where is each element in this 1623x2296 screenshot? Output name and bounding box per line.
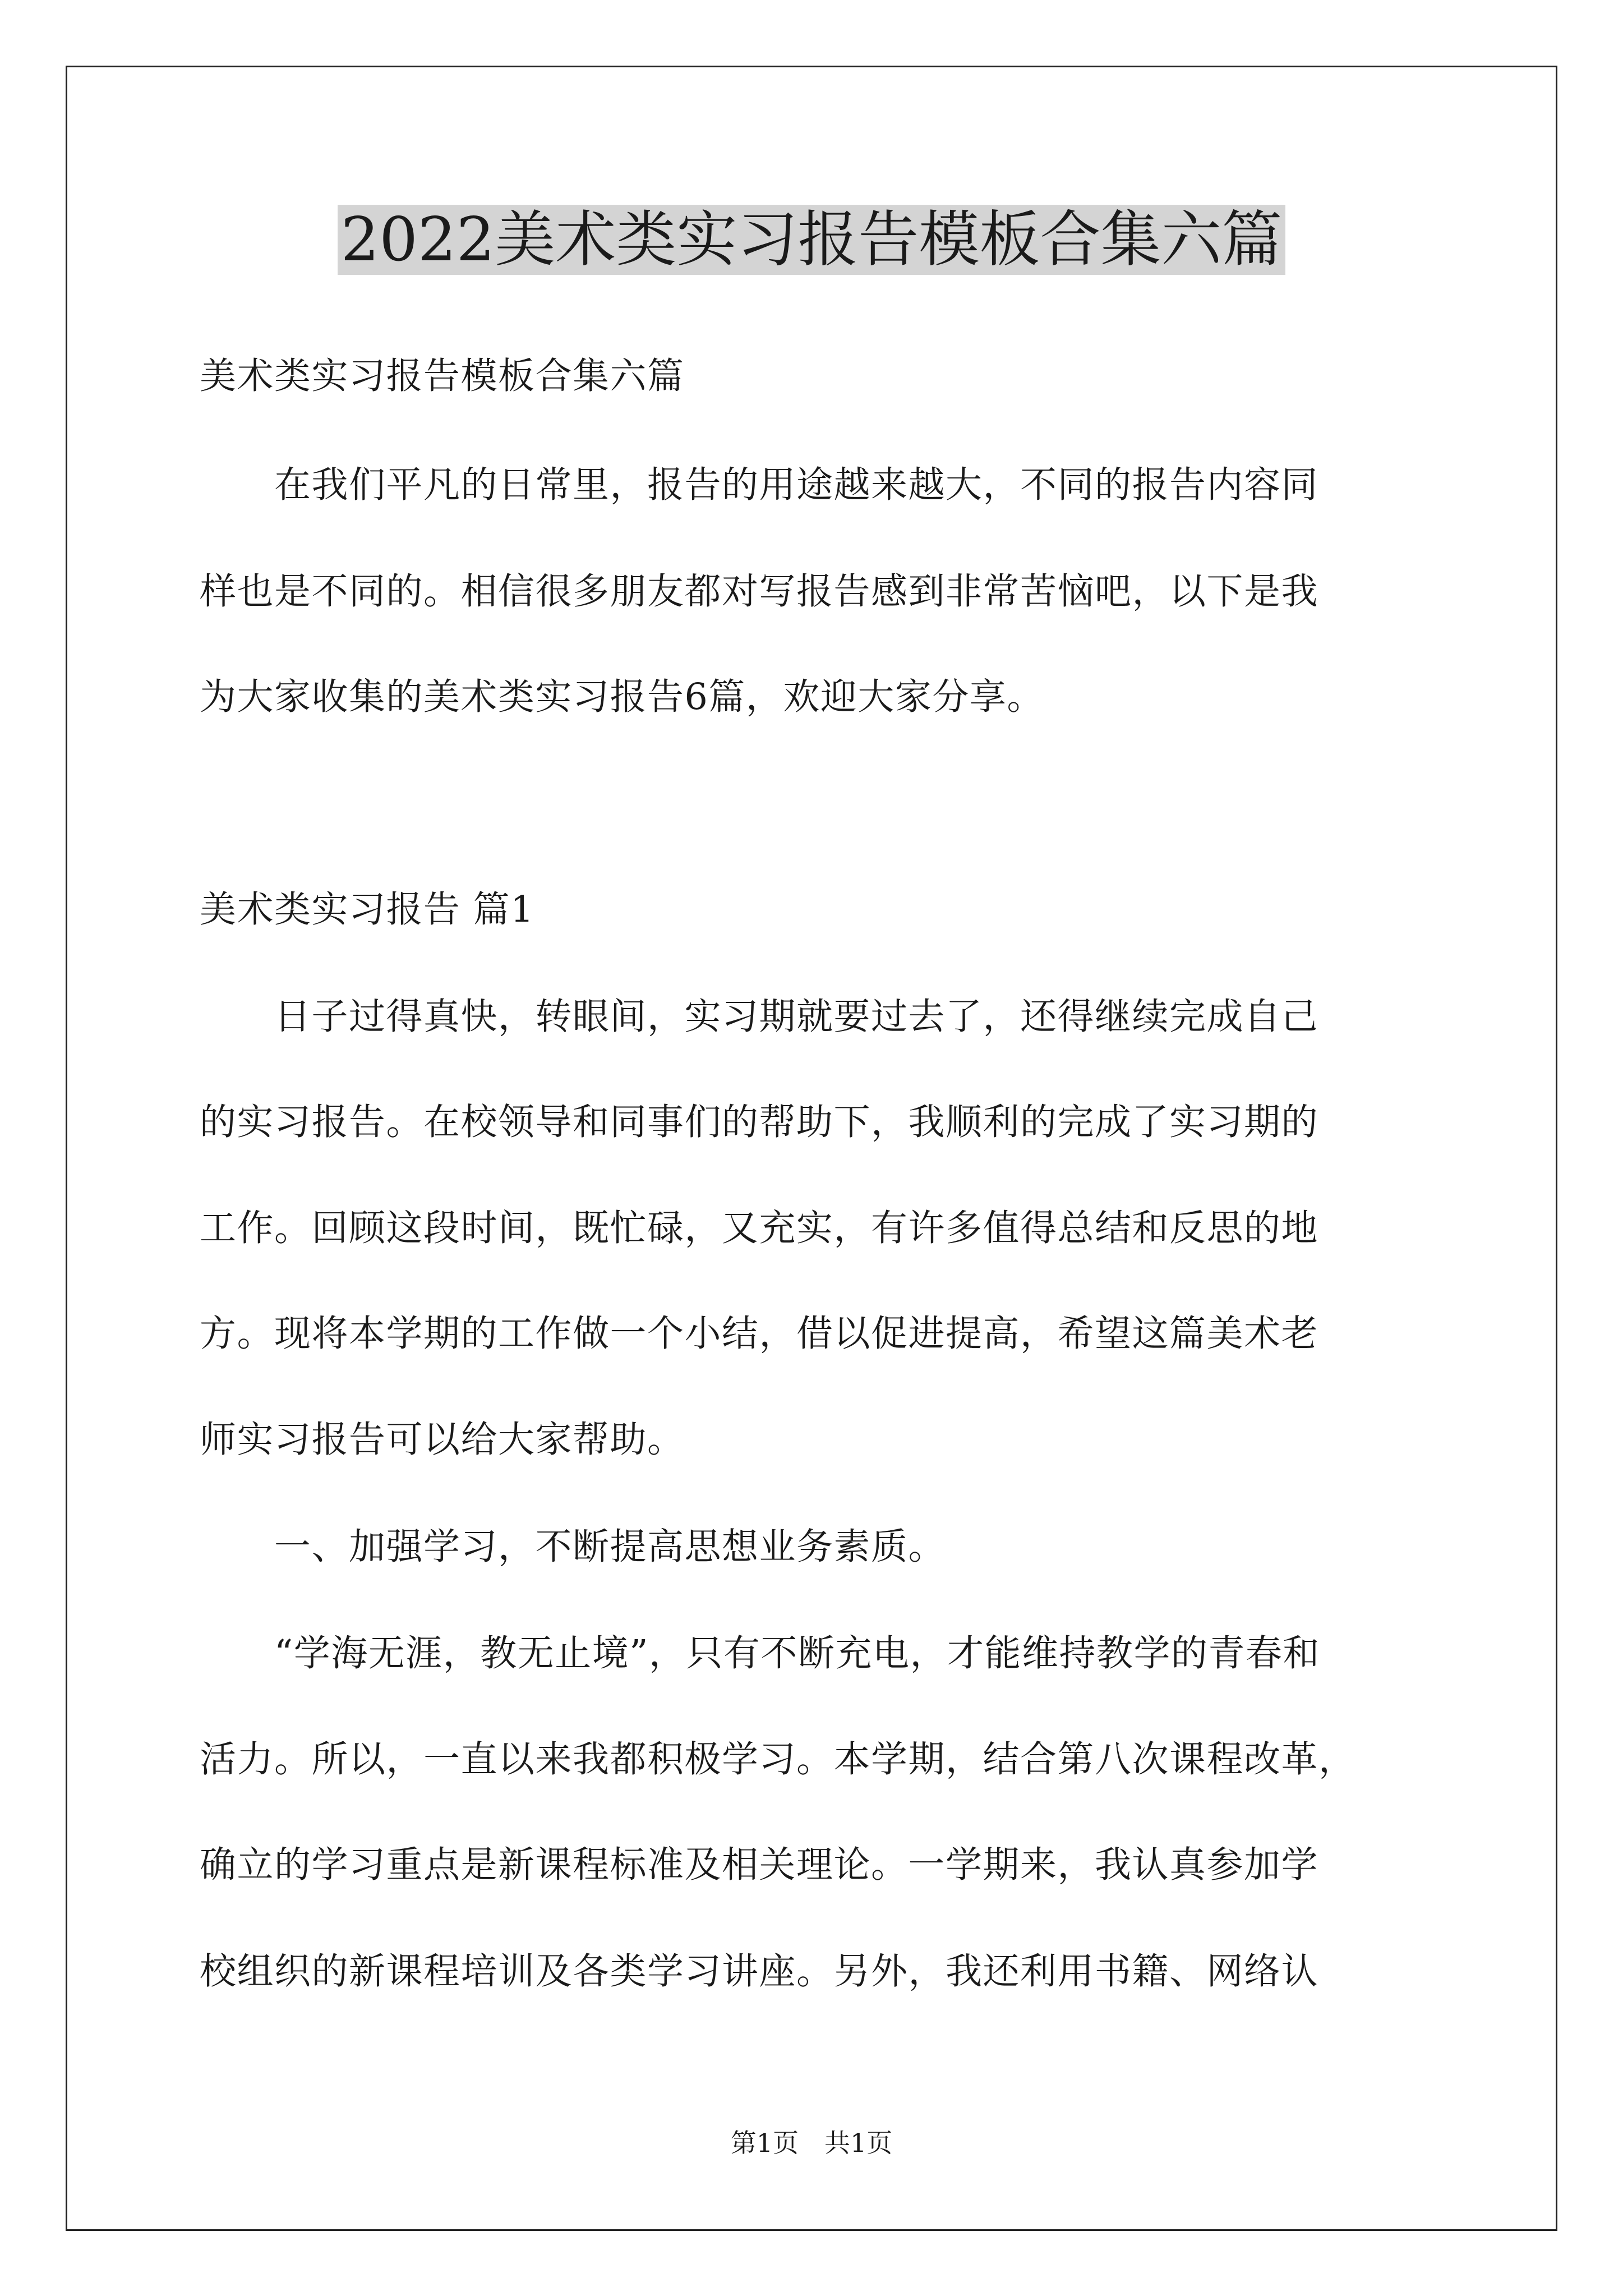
paragraph-line: 师实习报告可以给大家帮助。	[200, 1419, 685, 1461]
paragraph-line: 方。现将本学期的工作做一个小结，借以促进提高，希望这篇美术老	[200, 1313, 1319, 1355]
page-number-footer: 第1页 共1页	[730, 2128, 893, 2158]
paragraph-line: 工作。回顾这段时间，既忙碌，又充实，有许多值得总结和反思的地	[200, 1207, 1319, 1249]
paragraph-line: 校组织的新课程培训及各类学习讲座。另外，我还利用书籍、网络认	[200, 1950, 1319, 1993]
paragraph-line: 确立的学习重点是新课程标准及相关理论。一学期来，我认真参加学	[200, 1844, 1319, 1886]
paragraph-line: “学海无涯，教无止境”，只有不断充电，才能维持教学的青春和	[200, 1632, 1320, 1674]
subheading-line: 一、加强学习，不断提高思想业务素质。	[200, 1526, 946, 1568]
paragraph-line: 样也是不同的。相信很多朋友都对写报告感到非常苦恼吧，以下是我	[200, 570, 1319, 613]
subtitle-line: 美术类实习报告模板合集六篇	[200, 355, 685, 397]
paragraph-line: 活力。所以，一直以来我都积极学习。本学期，结合第八次课程改革，	[200, 1738, 1356, 1780]
paragraph-line: 的实习报告。在校领导和同事们的帮助下，我顺利的完成了实习期的	[200, 1101, 1319, 1143]
paragraph-line: 日子过得真快，转眼间，实习期就要过去了，还得继续完成自己	[200, 996, 1319, 1038]
paragraph-line: 在我们平凡的日常里，报告的用途越来越大，不同的报告内容同	[200, 464, 1319, 506]
document-title	[0, 201, 1623, 279]
paragraph-line: 为大家收集的美术类实习报告6篇，欢迎大家分享。	[200, 676, 1044, 718]
section-heading: 美术类实习报告 篇1	[200, 889, 535, 931]
document-title-text: 2022美术类实习报告模板合集六篇	[338, 205, 1286, 275]
